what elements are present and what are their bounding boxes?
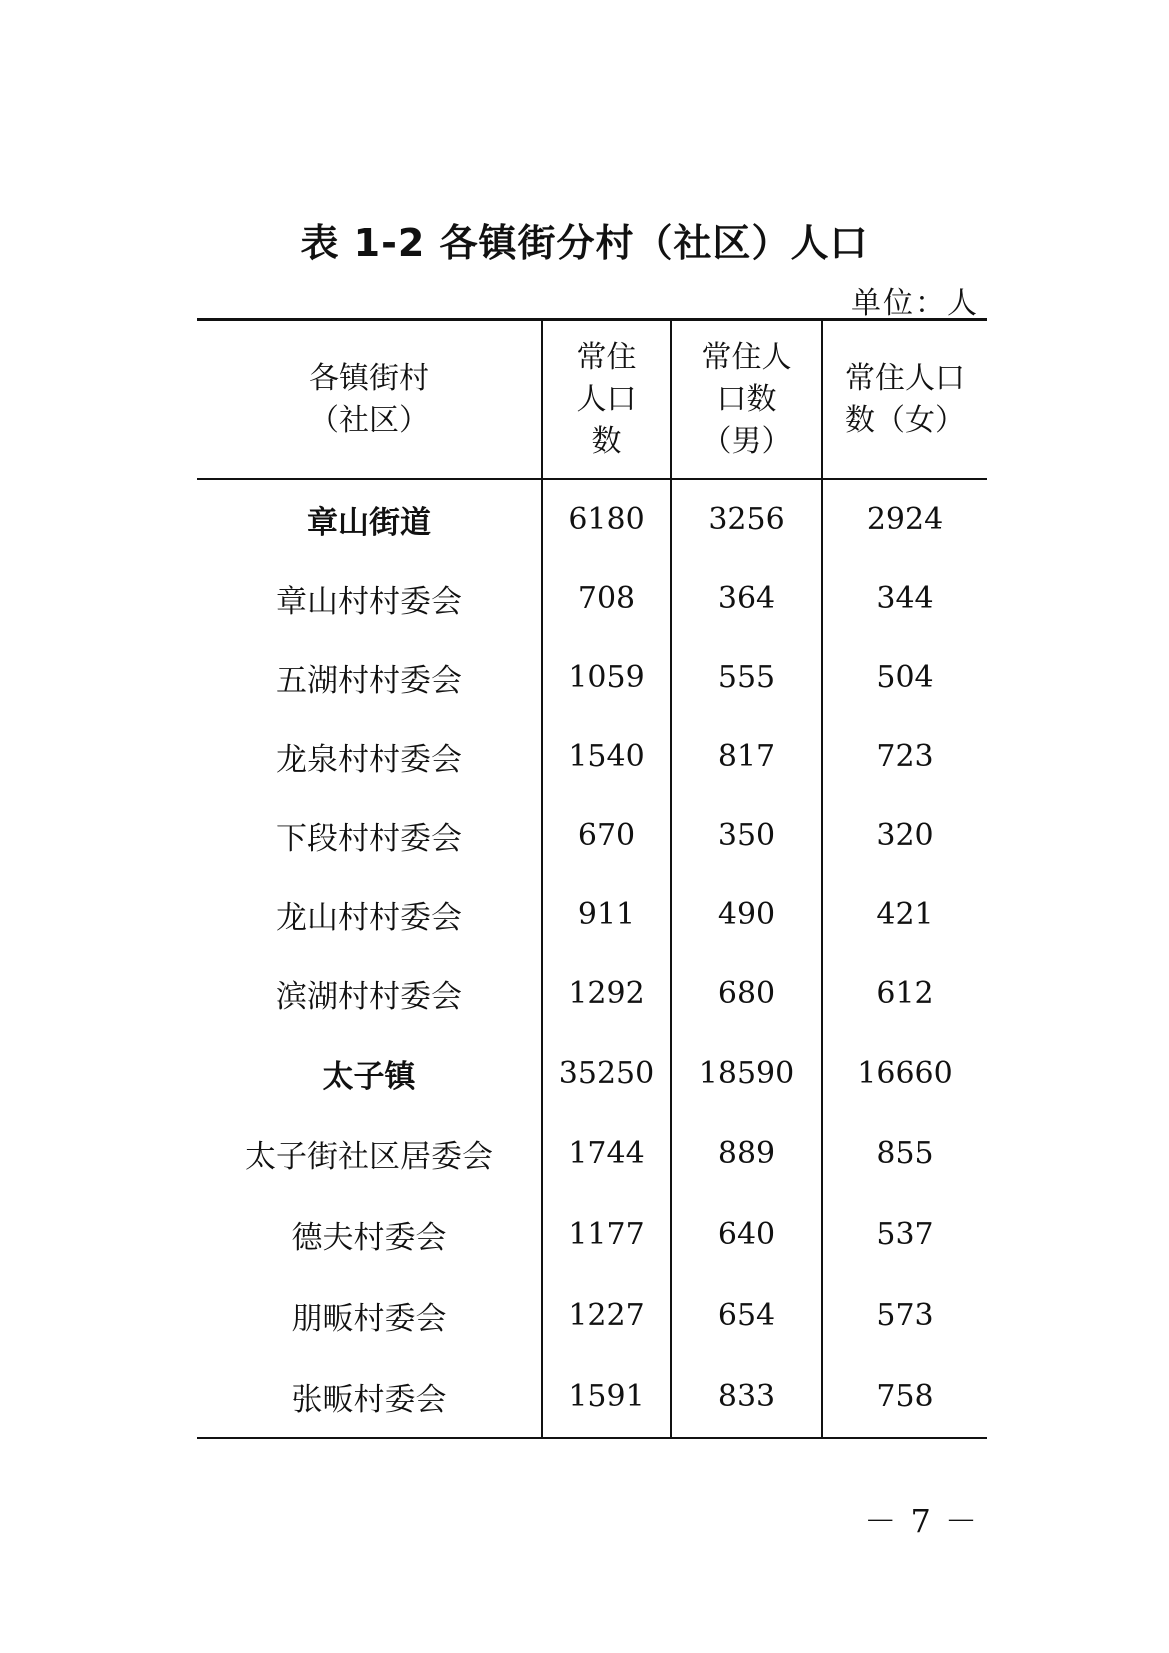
cell-name: 德夫村委会 [291, 1220, 447, 1256]
header-line: 常住人口 [845, 360, 965, 396]
table-row [197, 638, 987, 717]
header-male [671, 320, 822, 480]
cell-female: 723 [822, 717, 987, 796]
cell-male: 654 [671, 1275, 822, 1356]
header-total [542, 320, 671, 480]
cell-female: 758 [822, 1356, 987, 1438]
cell-name: 太子镇 [322, 1058, 416, 1095]
cell-total: 1540 [542, 717, 671, 796]
cell-name: 朋畈村委会 [291, 1301, 447, 1337]
table-row [197, 1275, 987, 1356]
header-village [197, 320, 542, 480]
cell-male: 680 [671, 954, 822, 1033]
unit-label: 单位：人 [851, 286, 979, 321]
cell-total: 708 [542, 559, 671, 638]
cell-female: 421 [822, 875, 987, 954]
cell-female: 16660 [822, 1033, 987, 1113]
table-row [197, 875, 987, 954]
cell-name: 下段村村委会 [276, 821, 462, 857]
header-line: 人口 [576, 381, 637, 417]
cell-name: 五湖村村委会 [276, 663, 462, 699]
cell-name: 章山村村委会 [276, 584, 462, 620]
cell-total: 1059 [542, 638, 671, 717]
cell-female: 344 [822, 559, 987, 638]
table-row [197, 1033, 987, 1113]
cell-name: 章山街道 [307, 505, 431, 541]
cell-total: 35250 [542, 1033, 671, 1113]
cell-total: 911 [542, 875, 671, 954]
table-row [197, 1113, 987, 1194]
cell-female: 573 [822, 1275, 987, 1356]
cell-female: 612 [822, 954, 987, 1033]
cell-total: 670 [542, 796, 671, 875]
header-line: 口数 [716, 381, 777, 417]
cell-total: 1292 [542, 954, 671, 1033]
cell-female: 320 [822, 796, 987, 875]
cell-name: 太子街社区居委会 [245, 1139, 493, 1175]
cell-male: 364 [671, 559, 822, 638]
cell-name: 龙泉村村委会 [276, 742, 462, 778]
cell-male: 18590 [671, 1033, 822, 1113]
cell-female: 855 [822, 1113, 987, 1194]
cell-female: 537 [822, 1194, 987, 1275]
header-line: 数（女） [845, 402, 965, 438]
header-line: 常住人 [701, 339, 792, 375]
header-line: （男） [701, 423, 792, 459]
table-row [197, 1194, 987, 1275]
cell-male: 3256 [671, 479, 822, 559]
table-row [197, 559, 987, 638]
cell-total: 1227 [542, 1275, 671, 1356]
header-line: 常住 [576, 339, 637, 375]
cell-male: 833 [671, 1356, 822, 1438]
header-line: 数 [591, 423, 622, 459]
table-row [197, 717, 987, 796]
header-row [197, 320, 987, 480]
header-line: （社区） [309, 402, 429, 438]
cell-total: 1744 [542, 1113, 671, 1194]
cell-total: 1591 [542, 1356, 671, 1438]
cell-male: 350 [671, 796, 822, 875]
header-female [822, 320, 987, 480]
table-row [197, 479, 987, 559]
cell-female: 504 [822, 638, 987, 717]
table-row [197, 954, 987, 1033]
table-row [197, 796, 987, 875]
cell-male: 640 [671, 1194, 822, 1275]
cell-male: 555 [671, 638, 822, 717]
table-title: 表 1-2 各镇街分村（社区）人口 [300, 221, 869, 265]
cell-male: 490 [671, 875, 822, 954]
header-line: 各镇街村 [309, 360, 429, 396]
cell-female: 2924 [822, 479, 987, 559]
cell-name: 张畈村委会 [291, 1382, 447, 1418]
cell-name: 龙山村村委会 [276, 900, 462, 936]
population-table [197, 318, 987, 1439]
page-number: － 7 － [864, 1502, 979, 1540]
table-row [197, 1356, 987, 1438]
cell-name: 滨湖村村委会 [276, 979, 462, 1015]
cell-male: 817 [671, 717, 822, 796]
cell-total: 1177 [542, 1194, 671, 1275]
cell-male: 889 [671, 1113, 822, 1194]
cell-total: 6180 [542, 479, 671, 559]
